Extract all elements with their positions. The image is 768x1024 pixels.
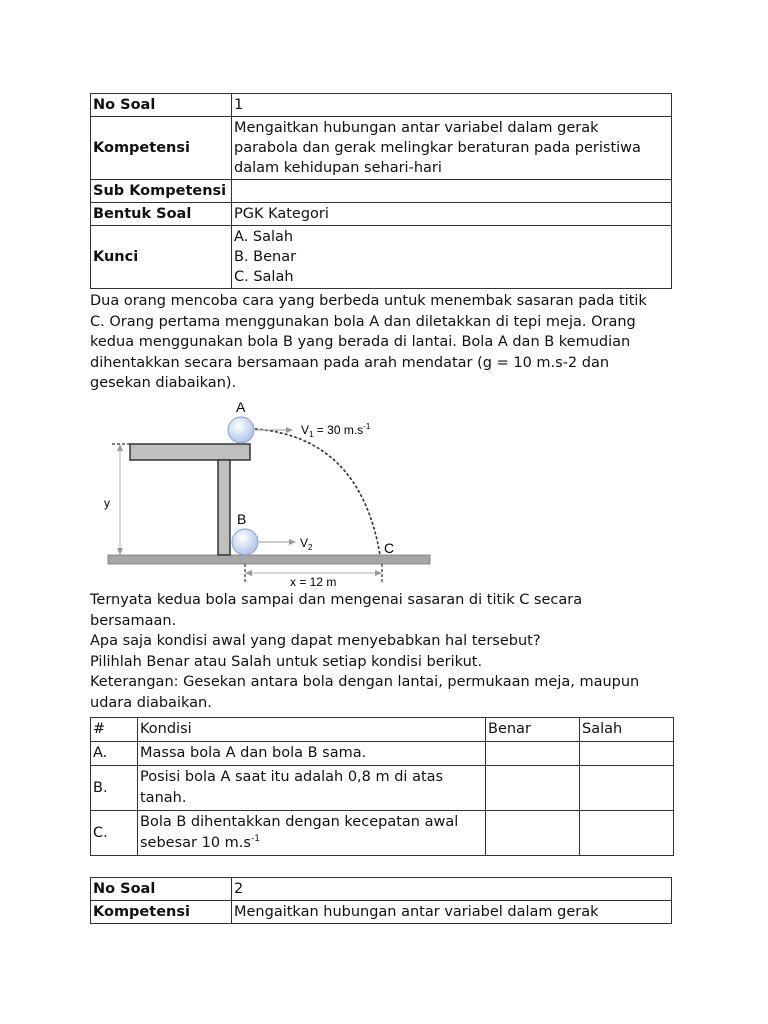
condition-row-b <box>91 766 674 811</box>
benar-cell[interactable] <box>486 742 580 766</box>
target-c-label: C <box>384 540 395 556</box>
header-kondisi: Kondisi <box>138 718 486 742</box>
header-benar: Benar <box>486 718 580 742</box>
salah-cell[interactable] <box>580 766 674 811</box>
text-line: gesekan diabaikan). <box>90 375 237 392</box>
text-line: dihentakkan secara bersamaan pada arah mendatar (g = 10 m.s-2 dan <box>90 354 610 371</box>
condition-text <box>138 811 486 856</box>
velocity-a-arrowhead <box>286 427 293 433</box>
question-1-info-table <box>90 93 672 289</box>
condition-no: A. <box>91 742 138 766</box>
table-leg <box>218 460 230 555</box>
answer-key-line: B. Benar <box>234 249 297 265</box>
velocity-a-label: $V_1 = 30$ $m.s^{-1}$ <box>301 422 371 439</box>
benar-cell[interactable] <box>486 766 580 811</box>
text-line: C. Orang pertama menggunakan bola A dan diletakkan di tepi meja. Orang <box>90 313 636 330</box>
trajectory-curve <box>255 429 380 555</box>
benar-cell[interactable] <box>486 811 580 856</box>
salah-cell[interactable] <box>580 811 674 856</box>
x-distance-label: x = 12 m <box>290 575 337 589</box>
text-line: sebesar 10 $m.s^{-1}$ <box>140 834 260 851</box>
condition-no: C. <box>91 811 138 856</box>
header-no: # <box>91 718 138 742</box>
info-label: Bentuk Soal <box>91 203 232 226</box>
value-line: Mengaitkan hubungan antar variabel dalam gerak <box>234 120 599 136</box>
text-line: Keterangan: Gesekan antara bola dengan lantai, permukaan meja, maupun <box>90 674 640 691</box>
info-value <box>232 117 672 180</box>
text-line: tanah. <box>140 790 187 806</box>
info-row-kompetensi <box>91 117 672 180</box>
conditions-table <box>90 717 674 856</box>
velocity-b-arrowhead <box>289 539 296 545</box>
text-line: Pilihlah Benar atau Salah untuk setiap kondisi berikut. <box>90 653 483 670</box>
y-arrow-bottom <box>117 548 123 555</box>
info-row-no-soal <box>91 878 672 901</box>
text-line: Dua orang mencoba cara yang berbeda untuk menembak sasaran pada titik <box>90 293 647 309</box>
conditions-header-row <box>91 718 674 742</box>
ball-a-label: A <box>236 399 246 415</box>
condition-row-c <box>91 811 674 856</box>
floor <box>108 555 430 564</box>
info-value <box>232 226 672 289</box>
text-line: Apa saja kondisi awal yang dapat menyebabkan hal tersebut? <box>90 633 541 650</box>
info-row-no-soal <box>91 94 672 117</box>
projectile-diagram <box>100 395 440 590</box>
value-line: parabola dan gerak melingkar beraturan pada peristiwa <box>234 140 641 156</box>
answer-key-line: A. Salah <box>234 229 294 245</box>
salah-cell[interactable] <box>580 742 674 766</box>
text-line: Bola B dihentakkan dengan kecepatan awal <box>140 814 459 830</box>
text-line: udara diabaikan. <box>90 694 212 711</box>
info-value: Mengaitkan hubungan antar variabel dalam gerak <box>232 901 672 924</box>
text-line: Posisi bola A saat itu adalah 0,8 m di atas <box>140 769 444 785</box>
table-top <box>130 444 250 460</box>
info-row-bentuk-soal <box>91 203 672 226</box>
text-line: Ternyata kedua bola sampai dan mengenai sasaran di titik C secara <box>90 592 583 608</box>
condition-text <box>138 766 486 811</box>
info-label: Kompetensi <box>91 901 232 924</box>
exponent: -1 <box>250 834 260 844</box>
info-label: Kompetensi <box>91 117 232 180</box>
question-stem-paragraph <box>90 590 680 714</box>
info-value: 2 <box>232 878 672 901</box>
x-arrow-left <box>245 570 252 576</box>
condition-no: B. <box>91 766 138 811</box>
info-value <box>232 180 672 203</box>
info-row-sub-kompetensi <box>91 180 672 203</box>
info-label: No Soal <box>91 94 232 117</box>
info-row-kunci <box>91 226 672 289</box>
x-arrow-right <box>375 570 382 576</box>
text-line: bersamaan. <box>90 612 177 629</box>
y-label: y <box>104 496 110 510</box>
velocity-b-label: $V_2$ <box>300 536 313 552</box>
condition-row-a <box>91 742 674 766</box>
y-arrow-top <box>117 444 123 451</box>
ball-b-label: B <box>237 511 247 527</box>
info-label: Kunci <box>91 226 232 289</box>
ball-a <box>228 417 254 443</box>
question-intro-paragraph <box>90 291 680 394</box>
info-value: 1 <box>232 94 672 117</box>
value-line: dalam kehidupan sehari-hari <box>234 160 442 176</box>
info-value: PGK Kategori <box>232 203 672 226</box>
ball-b <box>232 529 258 555</box>
answer-key-line: C. Salah <box>234 269 294 285</box>
question-2-info-table <box>90 877 672 924</box>
text-line: kedua menggunakan bola B yang berada di lantai. Bola A dan B kemudian <box>90 334 631 351</box>
header-salah: Salah <box>580 718 674 742</box>
condition-text: Massa bola A dan bola B sama. <box>138 742 486 766</box>
info-row-kompetensi <box>91 901 672 924</box>
info-label: No Soal <box>91 878 232 901</box>
info-label: Sub Kompetensi <box>91 180 232 203</box>
